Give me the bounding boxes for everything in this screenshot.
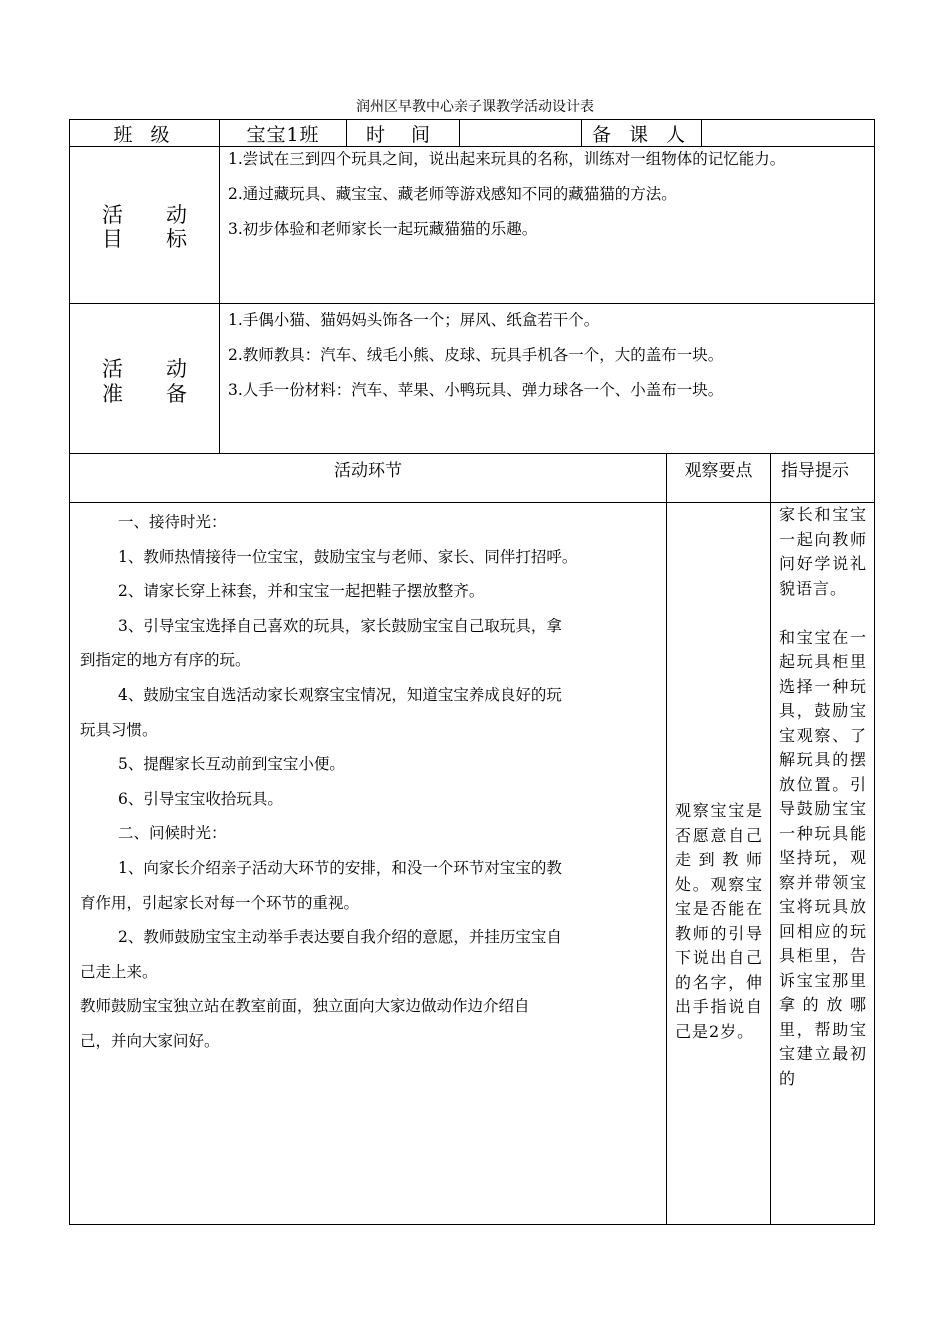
- guide-text: [779, 503, 867, 1091]
- activity-line: 1、教师热情接待一位宝宝，鼓励宝宝与老师、家长、同伴打招呼。: [118, 547, 578, 566]
- prep-content: [228, 303, 868, 408]
- prep-item: 2.教师教具：汽车、绒毛小熊、皮球、玩具手机各一个，大的盖布一块。: [228, 346, 724, 364]
- activity-line: 教师鼓励宝宝独立站在教室前面，独立面向大家边做动作边介绍自: [80, 997, 530, 1016]
- prep-item: 3.人手一份材料：汽车、苹果、小鸭玩具、弹力球各一个、小盖布一块。: [228, 381, 724, 399]
- goals-label-char: 标: [166, 227, 187, 251]
- guide-column: [770, 503, 874, 1224]
- prep-label-char: 准: [102, 382, 123, 406]
- prep-label: [70, 304, 220, 453]
- activity-line: 4、鼓励宝宝自选活动家长观察宝宝情况，知道宝宝养成良好的玩: [118, 685, 562, 704]
- goals-label-char: 目: [102, 227, 123, 251]
- document-title: 润州区早教中心亲子课教学活动设计表: [356, 99, 594, 115]
- activity-line: 2、请家长穿上袜套，并和宝宝一起把鞋子摆放整齐。: [118, 582, 485, 601]
- goal-item: 2.通过藏玩具、藏宝宝、藏老师等游戏感知不同的藏猫猫的方法。: [228, 185, 677, 203]
- activity-line: 一、接待时光：: [118, 513, 227, 531]
- observe-header: 观察要点: [666, 454, 770, 502]
- goals-label: [70, 147, 220, 303]
- activity-line: 到指定的地方有序的玩。: [80, 651, 251, 670]
- goals-content: [228, 142, 868, 247]
- prep-item: 1.手偶小猫、猫妈妈头饰各一个；屏风、纸盒若干个。: [228, 311, 600, 329]
- activity-line: 5、提醒家长互动前到宝宝小便。: [118, 755, 345, 774]
- prep-row: [69, 303, 875, 454]
- observe-column: [666, 503, 770, 1224]
- section-header-row: [69, 453, 875, 503]
- goal-item: 3.初步体验和老师家长一起玩藏猫猫的乐趣。: [228, 220, 538, 238]
- prep-label-char: 动: [166, 357, 187, 381]
- activity-line: 育作用，引起家长对每一个环节的重视。: [80, 893, 360, 912]
- class-value: 宝宝1班: [220, 120, 347, 146]
- activity-line: 己，并向大家问好。: [80, 1031, 220, 1050]
- activity-line: 玩具习惯。: [80, 720, 158, 739]
- guide-paragraph: 和宝宝在一起玩具柜里选择一种玩具，鼓励宝宝观察、了解玩具的摆放位置。引导鼓励宝宝一种玩具能坚持玩，观察并带领宝宝将玩具放回相应的玩具柜里，告诉宝宝那里拿的放哪里，帮助宝宝建立最初的: [779, 627, 867, 1088]
- activity-line: 6、引导宝宝收拾玩具。: [118, 789, 283, 808]
- activity-header: 活动环节: [334, 461, 402, 481]
- prep-label-char: 活: [102, 357, 123, 381]
- prep-label-char: 备: [166, 382, 187, 406]
- guide-header: 指导提示: [770, 454, 874, 502]
- activity-text: [80, 505, 660, 1059]
- goals-row: [69, 146, 875, 304]
- goals-label-char: 活: [102, 203, 123, 227]
- guide-paragraph: 家长和宝宝一起向教师问好学说礼貌语言。: [779, 505, 867, 598]
- activity-line: 二、问候时光：: [118, 824, 227, 843]
- class-label: 班 级: [70, 120, 220, 146]
- activity-row: [69, 502, 875, 1225]
- observe-text: 观察宝宝是否愿意自己走到教师处。观察宝宝是否能在教师的引导下说出自己的名字，伸出手指说自己是2岁。: [675, 801, 763, 1041]
- goal-item: 1.尝试在三到四个玩具之间，说出起来玩具的名称，训练对一组物体的记忆能力。: [228, 150, 786, 168]
- preparer-label: 备 课 人: [582, 120, 702, 146]
- activity-line: 1、向家长介绍亲子活动大环节的安排，和没一个环节对宝宝的教: [118, 858, 562, 877]
- activity-line: 3、引导宝宝选择自己喜欢的玩具，家长鼓励宝宝自己取玩具，拿: [118, 616, 562, 635]
- time-label: 时 间: [347, 120, 460, 146]
- activity-line: 己走上来。: [80, 962, 158, 981]
- activity-line: 2、教师鼓励宝宝主动举手表达要自我介绍的意愿，并挂历宝宝自: [118, 928, 562, 947]
- goals-label-char: 动: [166, 203, 187, 227]
